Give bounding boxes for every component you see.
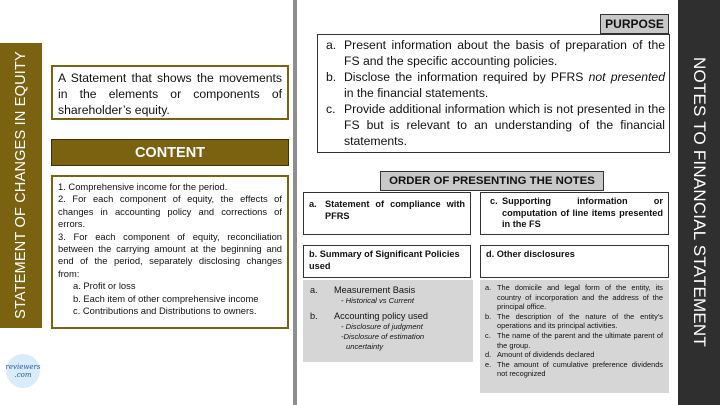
purpose-text-part: in the financial statements. bbox=[344, 86, 489, 100]
notes-box-compliance bbox=[303, 192, 471, 235]
policy-note: - Historical vs Current bbox=[341, 296, 414, 305]
policy-item bbox=[308, 310, 468, 322]
disclosure-item bbox=[485, 350, 663, 360]
content-box bbox=[51, 175, 289, 329]
notes-box-row bbox=[486, 196, 663, 231]
content-item: 3. For each component of equity, reconciliation between the carrying amount at the beginning and end of the period, separately disclosing changes from: bbox=[58, 230, 282, 279]
site-logo bbox=[6, 354, 40, 388]
notes-box-policies: b. Summary of Significant Policies used bbox=[303, 245, 471, 278]
definition-box bbox=[51, 65, 289, 120]
logo-line: .com bbox=[14, 371, 32, 379]
list-marker: c. bbox=[490, 196, 498, 206]
slide-divider bbox=[293, 0, 297, 405]
list-marker: a. bbox=[310, 285, 318, 295]
disclosure-item bbox=[485, 360, 663, 379]
purpose-text bbox=[344, 69, 665, 101]
content-subitem: a. Profit or loss bbox=[73, 280, 136, 292]
disclosure-text: The domicile and legal form of the entity, its country of incorporation and the address of the principal office. bbox=[497, 283, 663, 312]
policy-label: Accounting policy used bbox=[334, 311, 428, 321]
purpose-text: Present information about the basis of preparation of the FS and the specific accounting policies. bbox=[344, 38, 665, 68]
purpose-box bbox=[317, 34, 670, 153]
policy-note: -Disclosure of estimation bbox=[341, 332, 425, 341]
purpose-item bbox=[322, 69, 665, 101]
content-item: 1. Comprehensive income for the period. bbox=[58, 181, 228, 192]
content-subitem: c. Contributions and Distributions to owners. bbox=[73, 305, 257, 317]
disclosure-text: The name of the parent and the ultimate parent of the group. bbox=[497, 330, 663, 350]
definition-text: A Statement that shows the movements in the elements or components of shareholder’s equity. bbox=[58, 71, 282, 117]
disclosure-text: The description of the nature of the entity’s operations and its principal activities. bbox=[497, 311, 663, 331]
purpose-item bbox=[322, 37, 665, 69]
content-item: 2. For each component of equity, the effects of changes in accounting policy and corrections of errors. bbox=[58, 193, 282, 230]
purpose-text: Provide additional information which is not presented in the FS but is relevant to an understanding of the financial statements. bbox=[344, 102, 665, 148]
policy-note: - Disclosure of judgment bbox=[341, 322, 423, 331]
list-marker: b. bbox=[326, 70, 337, 84]
policy-item bbox=[308, 284, 468, 296]
disclosure-item bbox=[485, 331, 663, 350]
list-marker: b. bbox=[485, 311, 492, 321]
list-marker: a. bbox=[485, 283, 492, 292]
disclosure-text: Amount of dividends declared bbox=[497, 350, 595, 360]
list-marker: a. bbox=[326, 38, 337, 52]
purpose-tag: PURPOSE bbox=[600, 14, 669, 34]
policy-note: uncertainty bbox=[346, 342, 384, 351]
content-header: CONTENT bbox=[51, 139, 289, 166]
logo-line: reviewers bbox=[5, 363, 41, 371]
left-slide-title: STATEMENT OF CHANGES IN EQUITY bbox=[13, 51, 29, 319]
purpose-text-part: Disclose the information required by PFRS bbox=[344, 70, 589, 84]
list-marker: c. bbox=[485, 330, 491, 340]
notes-box-text: Statement of compliance with PFRS bbox=[325, 199, 465, 221]
list-marker: d. bbox=[485, 350, 492, 360]
other-disclosures-detail bbox=[480, 280, 669, 393]
left-title-band bbox=[0, 43, 42, 328]
disclosure-text: The amount of cumulative preference dividends not recognized bbox=[497, 359, 663, 379]
policies-detail bbox=[303, 280, 473, 362]
disclosure-item bbox=[485, 312, 663, 331]
list-marker: a. bbox=[309, 199, 317, 209]
right-title-band bbox=[678, 0, 720, 405]
list-marker: e. bbox=[485, 359, 492, 369]
notes-box-supporting bbox=[480, 192, 669, 235]
order-tag: ORDER OF PRESENTING THE NOTES bbox=[380, 171, 604, 191]
content-subitem: b. Each item of other comprehensive income bbox=[73, 292, 259, 304]
disclosure-item bbox=[485, 283, 663, 312]
right-slide-title: NOTES TO FINANCIAL STATEMENT bbox=[690, 57, 709, 347]
policy-label: Measurement Basis bbox=[334, 285, 416, 295]
notes-box-other: d. Other disclosures bbox=[480, 245, 669, 278]
list-marker: b. bbox=[310, 311, 318, 321]
purpose-item bbox=[322, 101, 665, 149]
purpose-emphasis: not presented bbox=[588, 70, 665, 84]
list-marker: c. bbox=[326, 102, 336, 116]
notes-box-text: Supporting information or computation of line items presented in the FS bbox=[502, 196, 663, 229]
